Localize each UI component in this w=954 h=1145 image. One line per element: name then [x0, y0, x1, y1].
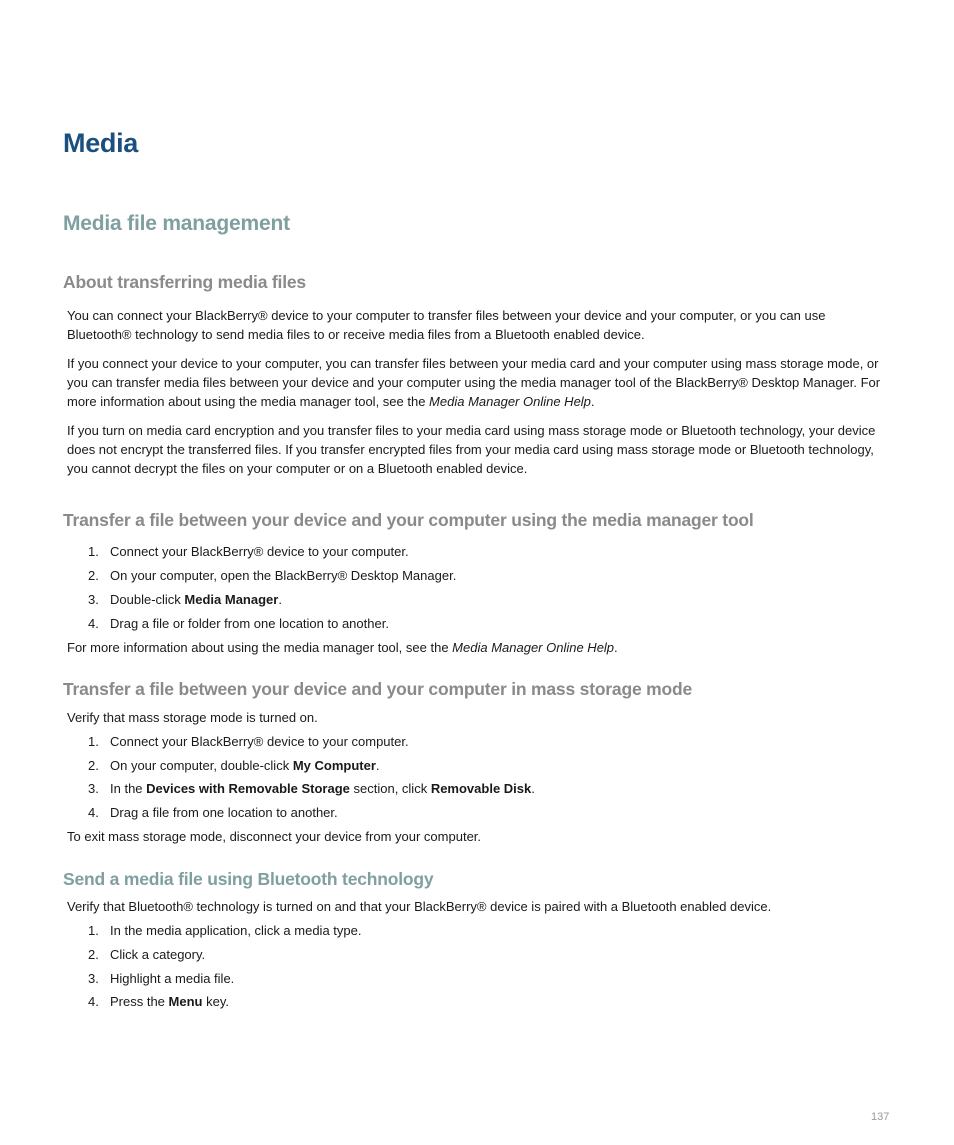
- about-paragraph-1: You can connect your BlackBerry® device to your computer to transfer files between your device and your computer, or you can use Bluetooth® technology to send media files to or receive media files from a Bluetooth enabled device.: [67, 308, 826, 342]
- mass-storage-outro: To exit mass storage mode, disconnect your device from your computer.: [67, 829, 482, 844]
- manager-heading: Transfer a file between your device and your computer using the media manager tool: [63, 510, 754, 530]
- about-heading: About transferring media files: [63, 272, 306, 292]
- manager-note: For more information about using the media manager tool, see the Media Manager Online Help.: [67, 640, 618, 655]
- section-heading: Media file management: [63, 212, 290, 235]
- list-item: 2. Click a category.: [88, 947, 206, 962]
- list-item: 2. On your computer, double-click My Computer.: [88, 758, 380, 773]
- page-number: 137: [871, 1111, 890, 1123]
- list-item: 1. Connect your BlackBerry® device to your computer.: [88, 544, 409, 559]
- list-item: 1. Connect your BlackBerry® device to your computer.: [88, 734, 409, 749]
- list-item: 3. Highlight a media file.: [88, 971, 235, 986]
- about-paragraph-2: If you connect your device to your computer, you can transfer files between your media card and your computer using mass storage mode, or you can transfer media files between your device and your computer using the media manager tool of the BlackBerry® Desktop Manager. For more information about using the media manager tool, see the Media Manager Online Help.: [67, 356, 881, 409]
- list-item: 4. Press the Menu key.: [88, 994, 229, 1009]
- mass-storage-heading: Transfer a file between your device and your computer in mass storage mode: [63, 679, 693, 699]
- list-item: 4. Drag a file or folder from one location to another.: [88, 616, 389, 631]
- bluetooth-intro: Verify that Bluetooth® technology is turned on and that your BlackBerry® device is paired with a Bluetooth enabled device.: [67, 899, 772, 914]
- help-reference: Media Manager Online Help: [429, 394, 591, 409]
- list-item: 3. In the Devices with Removable Storage section, click Removable Disk.: [88, 781, 535, 796]
- about-paragraph-3: If you turn on media card encryption and you transfer files to your media card using mass storage mode or Bluetooth technology, your device does not encrypt the transferred files. If you transfer encrypted files from your media card using mass storage mode or Bluetooth technology, you cannot decrypt the files on your computer or on a Bluetooth enabled device.: [67, 423, 876, 476]
- list-item: 1. In the media application, click a media type.: [88, 923, 362, 938]
- list-item: 3. Double-click Media Manager.: [88, 592, 282, 607]
- list-item: 4. Drag a file from one location to another.: [88, 805, 338, 820]
- list-item: 2. On your computer, open the BlackBerry® Desktop Manager.: [88, 568, 457, 583]
- bluetooth-heading: Send a media file using Bluetooth technology: [63, 869, 434, 889]
- page-title: Media: [63, 128, 139, 158]
- mass-storage-intro: Verify that mass storage mode is turned on.: [67, 710, 318, 725]
